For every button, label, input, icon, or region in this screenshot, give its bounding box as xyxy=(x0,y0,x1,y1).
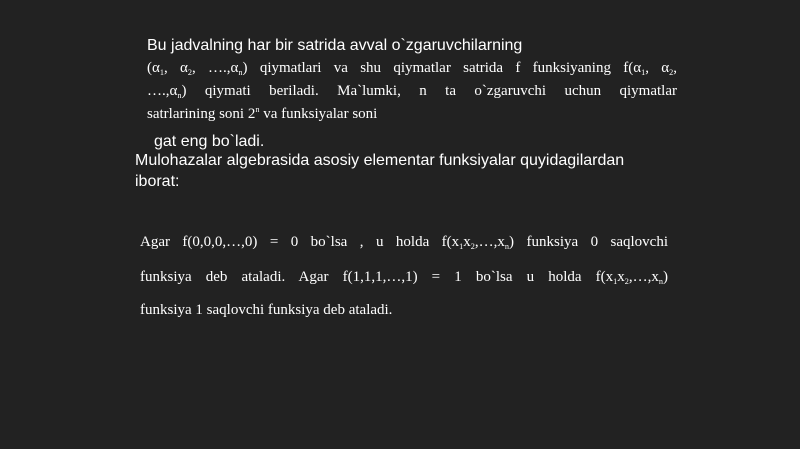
text: x xyxy=(617,269,625,285)
subscript: 2 xyxy=(187,67,193,77)
block3-line1 xyxy=(140,234,668,251)
block1-line2 xyxy=(147,60,677,77)
subscript: n xyxy=(177,90,182,100)
text: ) xyxy=(663,269,668,285)
text: ,…,x xyxy=(628,269,659,285)
block3-line2 xyxy=(140,269,668,286)
block1-line4 xyxy=(147,106,377,123)
subscript: 2 xyxy=(624,276,629,286)
text: funksiya deb ataladi. Agar f(1,1,1,…,1) = 1 bo`lsa u holda f(x xyxy=(140,269,614,285)
block3-line3: funksiya 1 saqlovchi funksiya deb ataladi. xyxy=(140,302,393,318)
subscript: n xyxy=(504,241,510,251)
block2-line2: iborat: xyxy=(135,173,180,190)
text: , α xyxy=(163,60,188,76)
text: Agar f(0,0,0,…,0) = 0 bo`lsa , u holda f(x xyxy=(140,234,460,250)
text: x xyxy=(463,234,471,250)
text: (α xyxy=(147,60,160,76)
subscript: n xyxy=(238,67,243,77)
subscript: 2 xyxy=(669,67,674,77)
subscript: 2 xyxy=(470,241,475,251)
block1-line3 xyxy=(147,83,677,100)
text: , ….,α xyxy=(192,60,239,76)
text: ) funksiya 0 saqlovchi xyxy=(509,234,669,250)
text: ,…,x xyxy=(474,234,505,250)
text: , α xyxy=(645,60,670,76)
subscript: 1 xyxy=(641,67,646,77)
block1-line5: gat eng bo`ladi. xyxy=(154,133,265,150)
subscript: n xyxy=(658,276,663,286)
text: ….,α xyxy=(147,83,178,99)
text: , xyxy=(673,60,678,76)
text: ) qiymatlari va shu qiymatlar satrida f funksiyaning f(α xyxy=(242,60,642,76)
text: ) qiymati beriladi. Ma`lumki, n ta o`zgaruvchi uchun qiymatlar xyxy=(181,83,677,99)
block1-line1: Bu jadvalning har bir satrida avval o`zgaruvchilarning xyxy=(147,37,523,54)
superscript: n xyxy=(255,104,260,114)
subscript: 1 xyxy=(159,67,164,77)
text: satrlarining soni 2 xyxy=(147,106,256,122)
text: va funksiyalar soni xyxy=(259,106,378,122)
block2-line1: Mulohazalar algebrasida asosiy elementar funksiyalar quyidagilardan xyxy=(135,152,625,169)
subscript: 1 xyxy=(459,241,464,251)
subscript: 1 xyxy=(613,276,618,286)
